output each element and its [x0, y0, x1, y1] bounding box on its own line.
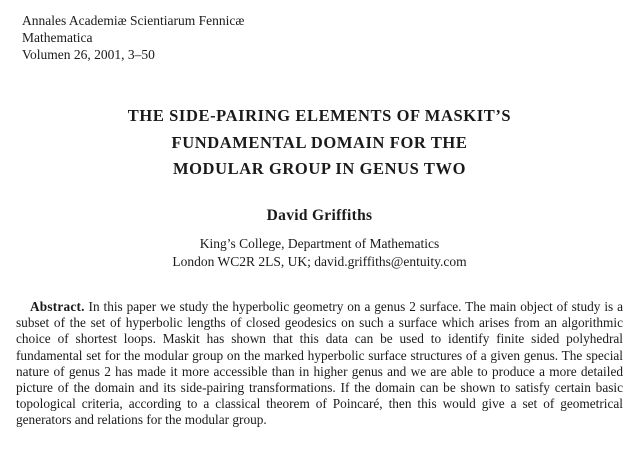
paper-title — [16, 103, 623, 183]
author-affiliation — [16, 235, 623, 272]
journal-volume: Volumen 26, 2001, 3–50 — [22, 46, 155, 62]
paper-title-line-2: FUNDAMENTAL DOMAIN FOR THE — [171, 132, 468, 152]
paper-title-line-3: MODULAR GROUP IN GENUS TWO — [172, 159, 467, 179]
affiliation-institution: King’s College, Department of Mathematics — [199, 235, 440, 251]
author-name: David Griffiths — [266, 206, 373, 224]
paper-title-line-1: THE SIDE-PAIRING ELEMENTS OF MASKIT’S — [127, 106, 512, 126]
abstract-paragraph — [16, 299, 623, 429]
affiliation-address-email: London WC2R 2LS, UK; david.griffiths@entuity.com — [172, 254, 467, 270]
journal-series: Mathematica — [22, 29, 93, 45]
abstract-label: Abstract. — [30, 298, 85, 314]
abstract-text: In this paper we study the hyperbolic geometry on a genus 2 surface. The main object of study is a subset of the set of hyperbolic lengths of closed geodesics on such a surface which arises from an algorithmic choice of shortest loops. Maskit has shown that this data can be used to identify finite sided polyhedral fundamental set for the modular group on the marked hyperbolic surface structures of a given genus. The special nature of genus 2 has made it more accessible than in higher genus and we are able to produce a more detailed picture of the domain and its side-pairing transformations. If the domain can be shown to satisfy certain basic topological criteria, according to a classical theorem of Poincaré, then this would give a set of geometrical generators and relations for the modular group. — [16, 298, 623, 428]
journal-name: Annales Academiæ Scientiarum Fennicæ — [22, 13, 245, 28]
journal-header — [0, 0, 631, 63]
